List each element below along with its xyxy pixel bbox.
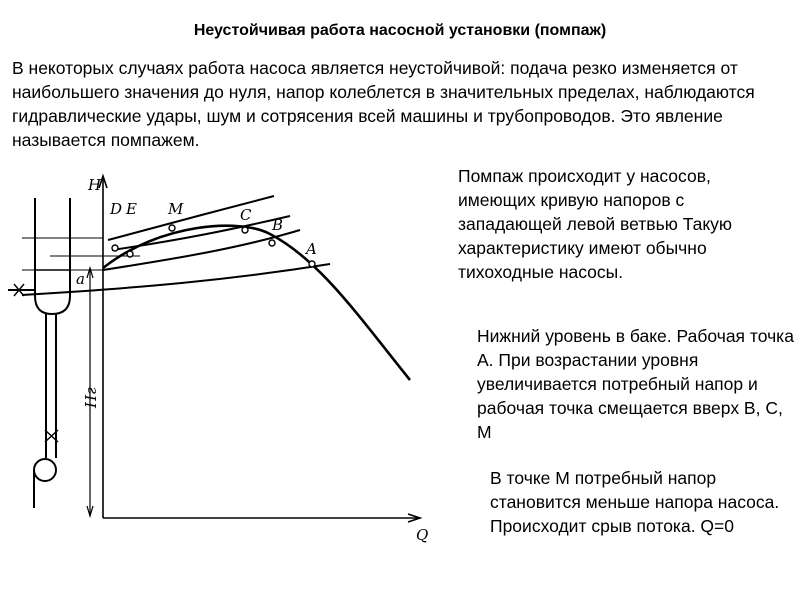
point-b-label: B [272, 216, 284, 234]
point-d-label: D [110, 200, 123, 218]
system-curve-a [22, 264, 330, 295]
point-a-label: A [306, 240, 317, 258]
point-e-marker [127, 251, 133, 257]
point-b-marker [269, 240, 275, 246]
pump-head-curve [103, 226, 410, 380]
pump-symbol [34, 459, 56, 481]
axes [99, 176, 420, 522]
point-e-label: E [126, 200, 137, 218]
note-flow-breakdown: В точке М потребный напор становится меньше напора насоса. Происходит срыв потока. Q=0 [490, 468, 780, 536]
point-a-marker [309, 261, 315, 267]
system-curve-c [112, 216, 290, 250]
note-surge-condition: Помпаж происходит у насосов, имеющих кривую напоров с западающей левой ветвью Такую характеристику имеют обычно тихоходные насосы. [458, 166, 733, 282]
tank-schematic [8, 198, 70, 508]
point-d-marker [112, 245, 118, 251]
point-c-label: C [240, 206, 252, 224]
intro-paragraph: В некоторых случаях работа насоса является неустойчивой: подача резко изменяется от наибольшего значения до нуля, напор колеблется в значительных пределах, наблюдаются гидравлические удары, шум и сотрясения всей машины и трубопроводов. Это явление называется помпажем. [12, 58, 755, 150]
point-c-marker [242, 227, 248, 233]
h-axis-label: H [88, 176, 102, 194]
point-m-marker [169, 225, 175, 231]
slide-title: Неустойчивая работа насосной установки (помпаж) [193, 22, 607, 39]
hg-label: Hг [82, 387, 100, 408]
note-operating-point: Нижний уровень в баке. Рабочая точка А. При возрастании уровня увеличивается потребный напор и рабочая точка смещается вверх В, С, М [477, 326, 794, 442]
pump-surge-diagram [0, 168, 450, 548]
q-axis-label: Q [416, 526, 429, 544]
point-m-label: M [168, 200, 184, 218]
tank-level-label: a [76, 270, 85, 288]
